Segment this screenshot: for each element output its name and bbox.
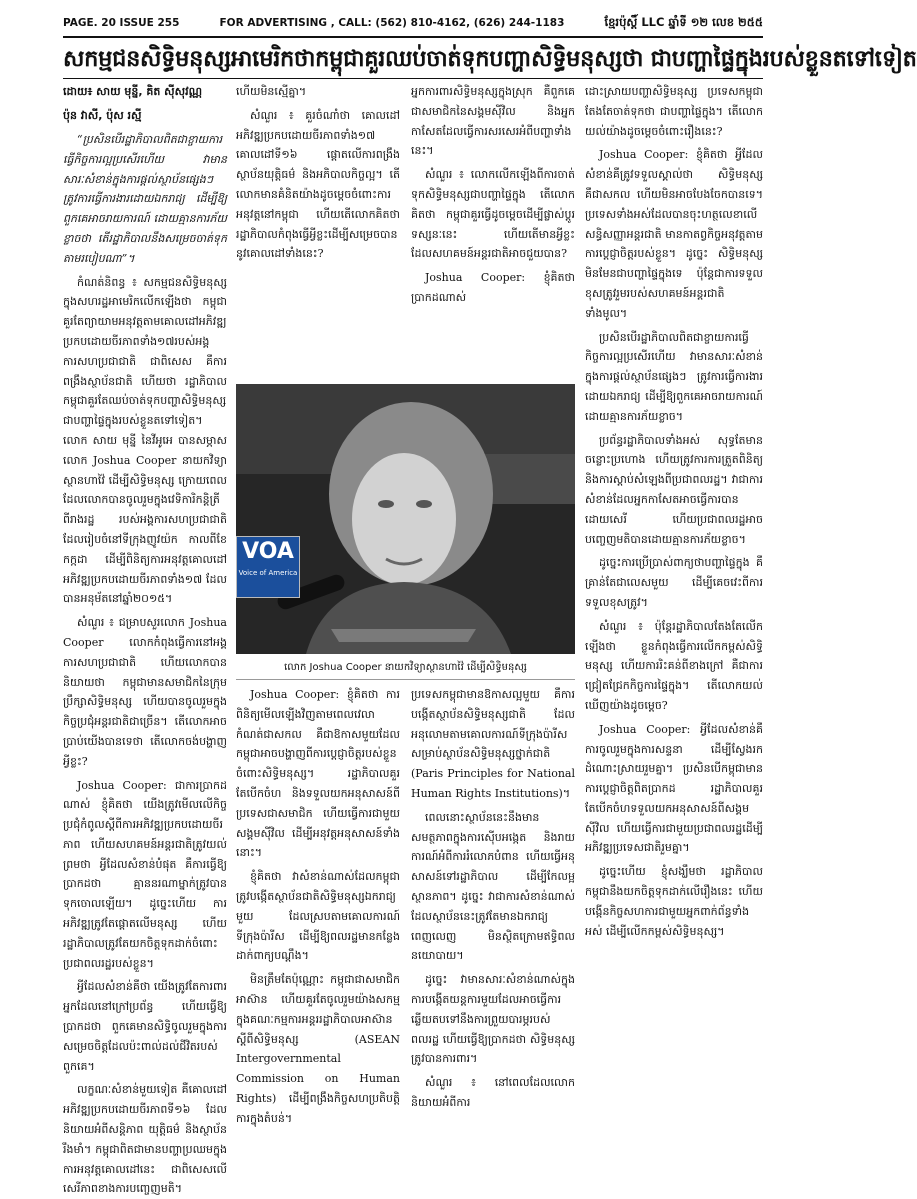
voa-microphone-flag: [236, 536, 300, 598]
article-column-2: [236, 82, 400, 377]
article-column-3-lower: [411, 685, 575, 1172]
body-paragraph: ប្រទេសកម្ពុជាមានឱកាសល្អមួយ គឺការបង្កើតស្ថាប័នសិទ្ធិមនុស្សជាតិ ដែលអនុលោមតាមគោលការណ៍ទីក្រុងប៉ារីស សម្រាប់ស្ថាប័នសិទ្ធិមនុស្សថ្នាក់ជាតិ (Paris Principles for National Human Rights Institutions)។: [411, 688, 575, 800]
page-issue: PAGE. 20 ISSUE 255: [63, 17, 180, 29]
portrait-illustration: [236, 384, 575, 654]
question-paragraph: សំណួរ ៖ គួរចំណាំថា គោលដៅអភិវឌ្ឍប្រកបដោយចីរភាពទាំង១៧ គោលដៅទី១៦ ផ្ដោតលើការពង្រឹងស្ថាប័នយុត្តិធម៌ និងអភិបាលកិច្ចល្អ។ តើលោកមានគំនិតយ៉ាងដូចម្ដេចចំពោះការអនុវត្តនៅកម្ពុជា ហើយតើលោកគិតថា រដ្ឋាភិបាលកំពុងធ្វើអ្វីខ្លះដើម្បីសម្រេចបាននូវគោលដៅទាំងនេះ?: [236, 108, 400, 261]
body-paragraph: ហើយមិនស្មើគ្នា។: [236, 85, 307, 98]
headline-rule: [63, 78, 763, 79]
question-paragraph: សំណួរ ៖ ប៉ុន្តែរដ្ឋាភិបាលតែងតែលើកឡើងថា ខ្លួនកំពុងធ្វើការលើកកម្ពស់សិទ្ធិមនុស្ស ហើយការរិះគន់ពីខាងក្រៅ គឺជាការជ្រៀតជ្រែកកិច្ចការផ្ទៃក្នុង។ តើលោកយល់ឃើញយ៉ាងដូចម្ដេច?: [585, 619, 763, 712]
answer-paragraph: ប្រសិនបើរដ្ឋាភិបាលពិតជាខ្ចាយការធ្វើកិច្ចការល្អប្រសើរហើយ វាមានសារៈសំខាន់ក្នុងការផ្ដល់ស្ថាប័នផ្សេងៗ ត្រូវការធ្វើការងារដោយឯករាជ្យ ដើម្បីឱ្យពួកគេអាចរាយការណ៍ដោយគ្មានការភ័យខ្លាច។: [585, 330, 763, 423]
publication-info: ខ្មែរប៉ុស្តិ៍ LLC ឆ្នាំទី ១២ លេខ ២៥៥: [604, 14, 763, 29]
lead-quote: “ប្រសិនបើរដ្ឋាភិបាលពិតជាខ្ចាយការធ្វើកិច្ចការល្អប្រសើរហើយ វាមានសារៈសំខាន់ក្នុងការផ្ដល់ស្ថាប័នផ្សេងៗ ត្រូវការធ្វើការងារដោយឯករាជ្យ ដើម្បីឱ្យពួកគេអាចរាយការណ៍ ដោយគ្មានការភ័យខ្លាចថា តើរដ្ឋាភិបាលនឹងសម្រេចចាត់ទុកតាមរបៀបណា”។: [63, 133, 227, 265]
article-column-2-lower: [236, 685, 400, 1172]
question-paragraph: សំណួរ ៖ នៅពេលដែលលោកនិយាយអំពីការ: [411, 1076, 575, 1109]
question-paragraph: សំណួរ ៖ ជម្រាបសួរលោក Joshua Cooper លោកកំពុងធ្វើការនៅអង្គការសហប្រជាជាតិ ហើយលោកបាននិយាយថា កម្ពុជាមានសមាជិកនៃក្រុមប្រឹក្សាសិទ្ធិមនុស្ស ហើយបានចូលរួមក្នុងកិច្ចប្រជុំអន្តរជាតិជាច្រើន។ តើលោកអាចប្រាប់យើងបានទេថា តើលោកចង់បង្ហាញអ្វីខ្លះ?: [63, 616, 227, 768]
voa-logo: VOA: [242, 539, 294, 564]
voa-label: Voice of America: [238, 569, 298, 577]
interview-photo: [236, 384, 575, 654]
body-paragraph: ពេលនោះស្ថាប័ននេះនឹងមានសមត្ថភាពក្នុងការស៊ើបអង្កេត និងរាយការណ៍អំពីការរំលោភបំពាន ហើយធ្វើអនុសាសន៍ទៅរដ្ឋាភិបាល ដើម្បីកែលម្អស្ថានភាព។ ដូច្នេះ វាជាការសំខាន់ណាស់ដែលស្ថាប័ននេះត្រូវតែមានឯករាជ្យពេញលេញ មិនស្ថិតក្រោមឥទ្ធិពលនយោបាយ។: [411, 810, 575, 963]
answer-paragraph: ដូច្នេះហើយ ខ្ញុំសង្ឃឹមថា រដ្ឋាភិបាលកម្ពុជានឹងយកចិត្តទុកដាក់លើរឿងនេះ ហើយបង្កើនកិច្ចសហការជាមួយអ្នកពាក់ព័ន្ធទាំងអស់ ដើម្បីលើកកម្ពស់សិទ្ធិមនុស្ស។: [585, 865, 763, 938]
article-column-3: [411, 82, 575, 377]
answer-paragraph: Joshua Cooper: ជាការប្រាកដណាស់ ខ្ញុំគិតថា យើងត្រូវមើលលើកិច្ចប្រជុំកំពូលស្ដីពីការអភិវឌ្ឍប្រកបដោយចីរភាព ហើយសហគមន៍អន្តរជាតិត្រូវយល់ព្រមថា អ្វីដែលសំខាន់បំផុត គឺការធ្វើឱ្យប្រាកដថា គ្មាននរណាម្នាក់ត្រូវបានទុកចោលឡើយ។ ដូច្នេះហើយ ការអភិវឌ្ឍត្រូវតែផ្ដោតលើមនុស្ស ហើយរដ្ឋាភិបាលត្រូវតែយកចិត្តទុកដាក់ចំពោះប្រជាពលរដ្ឋរបស់ខ្លួន។: [63, 778, 227, 970]
body-paragraph: ដូច្នេះ វាមានសារៈសំខាន់ណាស់ក្នុងការបង្កើតយន្តការមួយដែលអាចធ្វើការឆ្លើយតបទៅនឹងការព្រួយបារម្ភរបស់ពលរដ្ឋ ហើយធ្វើឱ្យប្រាកដថា សិទ្ធិមនុស្សត្រូវបានការពារ។: [411, 973, 575, 1066]
answer-paragraph: Joshua Cooper: អ្វីដែលសំខាន់គឺការចូលរួមក្នុងការសន្ទនា ដើម្បីស្វែងរកដំណោះស្រាយរួមគ្នា។ ប្រសិនបើកម្ពុជាមានការប្ដេជ្ញាចិត្តពិតប្រាកដ រដ្ឋាភិបាលគួរតែបើកចំហទទួលយកអនុសាសន៍ពីសង្គមស៊ីវិល ហើយធ្វើការជាមួយប្រជាពលរដ្ឋដើម្បីអភិវឌ្ឍប្រទេសជាតិរួមគ្នា។: [585, 722, 763, 855]
answer-paragraph: Joshua Cooper: ខ្ញុំគិតថា អ្វីដែលសំខាន់គឺត្រូវទទួលស្គាល់ថា សិទ្ធិមនុស្សគឺជាសកល ហើយមិនអាចបែងចែកបានទេ។ ប្រទេសទាំងអស់ដែលបានចុះហត្ថលេខាលើសន្ធិសញ្ញាអន្តរជាតិ មានកាតព្វកិច្ចអនុវត្តតាមការប្ដេជ្ញាចិត្តរបស់ខ្លួន។ ដូច្នេះ សិទ្ធិមនុស្សមិនមែនជាបញ្ហាផ្ទៃក្នុងទេ ប៉ុន្តែជាការទទួលខុសត្រូវរួមរបស់សហគមន៍អន្តរជាតិទាំងមូល។: [585, 148, 763, 320]
answer-paragraph: អ្វីដែលសំខាន់គឺថា យើងត្រូវតែការពារអ្នកដែលនៅក្រៅប្រព័ន្ធ ហើយធ្វើឱ្យប្រាកដថា ពួកគេមានសិទ្ធិចូលរួមក្នុងការសម្រេចចិត្តដែលប៉ះពាល់ដល់ជីវិតរបស់ពួកគេ។: [63, 980, 227, 1073]
page-header: [63, 12, 763, 34]
answer-paragraph: ដូច្នេះការប្រើប្រាស់ពាក្យថាបញ្ហាផ្ទៃក្នុង គឺគ្រាន់តែជាលេសមួយ ដើម្បីគេចវេះពីការទទួលខុសត្រូវ។: [585, 556, 763, 609]
answer-paragraph: Joshua Cooper: ខ្ញុំគិតថា ប្រាកដណាស់: [411, 271, 575, 304]
byline-translator: ប៉ុន វាសី, ប៉ុស រស្មី: [63, 109, 142, 122]
article-column-4: [585, 82, 763, 1172]
byline-author: ដោយ៖ សាយ មុន្នី, គិត ស៊ីសុវណ្ណ: [63, 85, 203, 98]
body-paragraph: អ្នកការពារសិទ្ធិមនុស្សក្នុងស្រុក គឺពួកគេជាសមាជិកនៃសង្គមស៊ីវិល និងអ្នកកាសែតដែលធ្វើការសរសេរអំពីបញ្ហាទាំងនេះ។: [411, 85, 575, 158]
header-rule: [63, 36, 763, 38]
photo-caption: លោក Joshua Cooper នាយកវិទ្យាស្ថានហាវ៉ៃ ដើម្បីសិទ្ធិមនុស្ស: [236, 657, 575, 680]
headline: សកម្មជនសិទ្ធិមនុស្សអាមេរិកថាកម្ពុជាគួរឈប់ចាត់ទុកបញ្ហាសិទ្ធិមនុស្សថា ជាបញ្ហាផ្ទៃក្នុងរបស់ខ្លួនតទៅទៀត: [63, 46, 917, 72]
answer-paragraph: Joshua Cooper: ខ្ញុំគិតថា ការពិនិត្យមើលឡើងវិញតាមពេលវេលាកំណត់ជាសកល គឺជាឱកាសមួយដែលកម្ពុជាអាចបង្ហាញពីការប្ដេជ្ញាចិត្តរបស់ខ្លួនចំពោះសិទ្ធិមនុស្ស។ រដ្ឋាភិបាលគួរតែបើកចំហ និងទទួលយកអនុសាសន៍ពីប្រទេសជាសមាជិក ហើយធ្វើការជាមួយសង្គមស៊ីវិល ដើម្បីអនុវត្តអនុសាសន៍ទាំងនោះ។: [236, 688, 400, 860]
answer-paragraph: ខ្ញុំគិតថា វាសំខាន់ណាស់ដែលកម្ពុជាត្រូវបង្កើតស្ថាប័នជាតិសិទ្ធិមនុស្សឯករាជ្យមួយ ដែលស្របតាមគោលការណ៍ទីក្រុងប៉ារីស ដើម្បីឱ្យពលរដ្ឋមានកន្លែងដាក់ពាក្យបណ្ដឹង។: [236, 870, 400, 963]
article-column-1: [63, 82, 227, 1196]
advertising-contact: FOR ADVERTISING , CALL: (562) 810-4162, (626) 244-1183: [219, 17, 565, 29]
answer-paragraph: លក្ខណៈសំខាន់មួយទៀត គឺគោលដៅអភិវឌ្ឍប្រកបដោយចីរភាពទី១៦ ដែលនិយាយអំពីសន្តិភាព យុត្តិធម៌ និងស្ថាប័នរឹងមាំ។ កម្ពុជាពិតជាមានបញ្ហាប្រឈមក្នុងការអនុវត្តគោលដៅនេះ ជាពិសេសលើសេរីភាពខាងការបញ្ចេញមតិ។: [63, 1083, 227, 1196]
answer-paragraph: មិនត្រឹមតែប៉ុណ្ណោះ កម្ពុជាជាសមាជិកអាស៊ាន ហើយគួរតែចូលរួមយ៉ាងសកម្មក្នុងគណៈកម្មការអន្តររដ្ឋាភិបាលអាស៊ានស្ដីពីសិទ្ធិមនុស្ស (ASEAN Intergovernmental Commission on Human Rights) ដើម្បីពង្រឹងកិច្ចសហប្រតិបត្តិការក្នុងតំបន់។: [236, 973, 400, 1125]
question-paragraph: សំណួរ ៖ លោកលើកឡើងពីការចាត់ទុកសិទ្ធិមនុស្សជាបញ្ហាផ្ទៃក្នុង តើលោកគិតថា កម្ពុជាគួរធ្វើដូចម្ដេចដើម្បីផ្លាស់ប្ដូរទស្សនៈនេះ ហើយតើមានអ្វីខ្លះដែលសហគមន៍អន្តរជាតិអាចជួយបាន?: [411, 168, 575, 261]
editor-note: កំណត់និពន្ធ ៖ សកម្មជនសិទ្ធិមនុស្សក្នុងសហរដ្ឋអាមេរិកលើកឡើងថា កម្ពុជាគួរតែព្យាយាមអនុវត្តតាមគោលដៅអភិវឌ្ឍប្រកបដោយចីរភាពទាំង១៧របស់អង្គការសហប្រជាជាតិ ជាពិសេស គឺការពង្រឹងស្ថាប័នជាតិ ហើយថា រដ្ឋាភិបាលកម្ពុជាគួរតែឈប់ចាត់ទុកបញ្ហាសិទ្ធិមនុស្ស ជាបញ្ហាផ្ទៃក្នុងរបស់ខ្លួនតទៅទៀត។ លោក សាយ មុន្នី នៃវីអូអេ បានសម្ភាសលោក Joshua Cooper នាយកវិទ្យាស្ថានហាវ៉ៃ ដើម្បីសិទ្ធិមនុស្ស ក្រោយពេលដែលលោកបានចូលរួមក្នុងវេទិការិកន្តិត្រីពីរាងរដ្ឋ របស់អង្គការសហប្រជាជាតិ ដែលរៀបចំនៅទីក្រុងញូវយ៉ក កាលពីខែកក្កដា ដើម្បីពិនិត្យការអនុវត្តគោលដៅអភិវឌ្ឍប្រកបដោយចីរភាពទាំង១៧ ដែលបានអនុម័តនៅឆ្នាំ២០១៥។: [63, 275, 227, 606]
body-paragraph: ដោះស្រាយបញ្ហាសិទ្ធិមនុស្ស ប្រទេសកម្ពុជាតែងតែចាត់ទុកថា ជាបញ្ហាផ្ទៃក្នុង។ តើលោកយល់យ៉ាងដូចម្ដេចចំពោះរឿងនេះ?: [585, 85, 763, 138]
answer-paragraph: ប្រព័ន្ធរដ្ឋាភិបាលទាំងអស់ សុទ្ធតែមានចន្លោះប្រហោង ហើយត្រូវការការត្រួតពិនិត្យ និងការស្ដាប់សំឡេងពីប្រជាពលរដ្ឋ។ វាជាការសំខាន់ដែលអ្នកកាសែតអាចធ្វើការបានដោយសេរី ហើយប្រជាពលរដ្ឋអាចបញ្ចេញមតិបានដោយគ្មានការភ័យខ្លាច។: [585, 433, 763, 546]
